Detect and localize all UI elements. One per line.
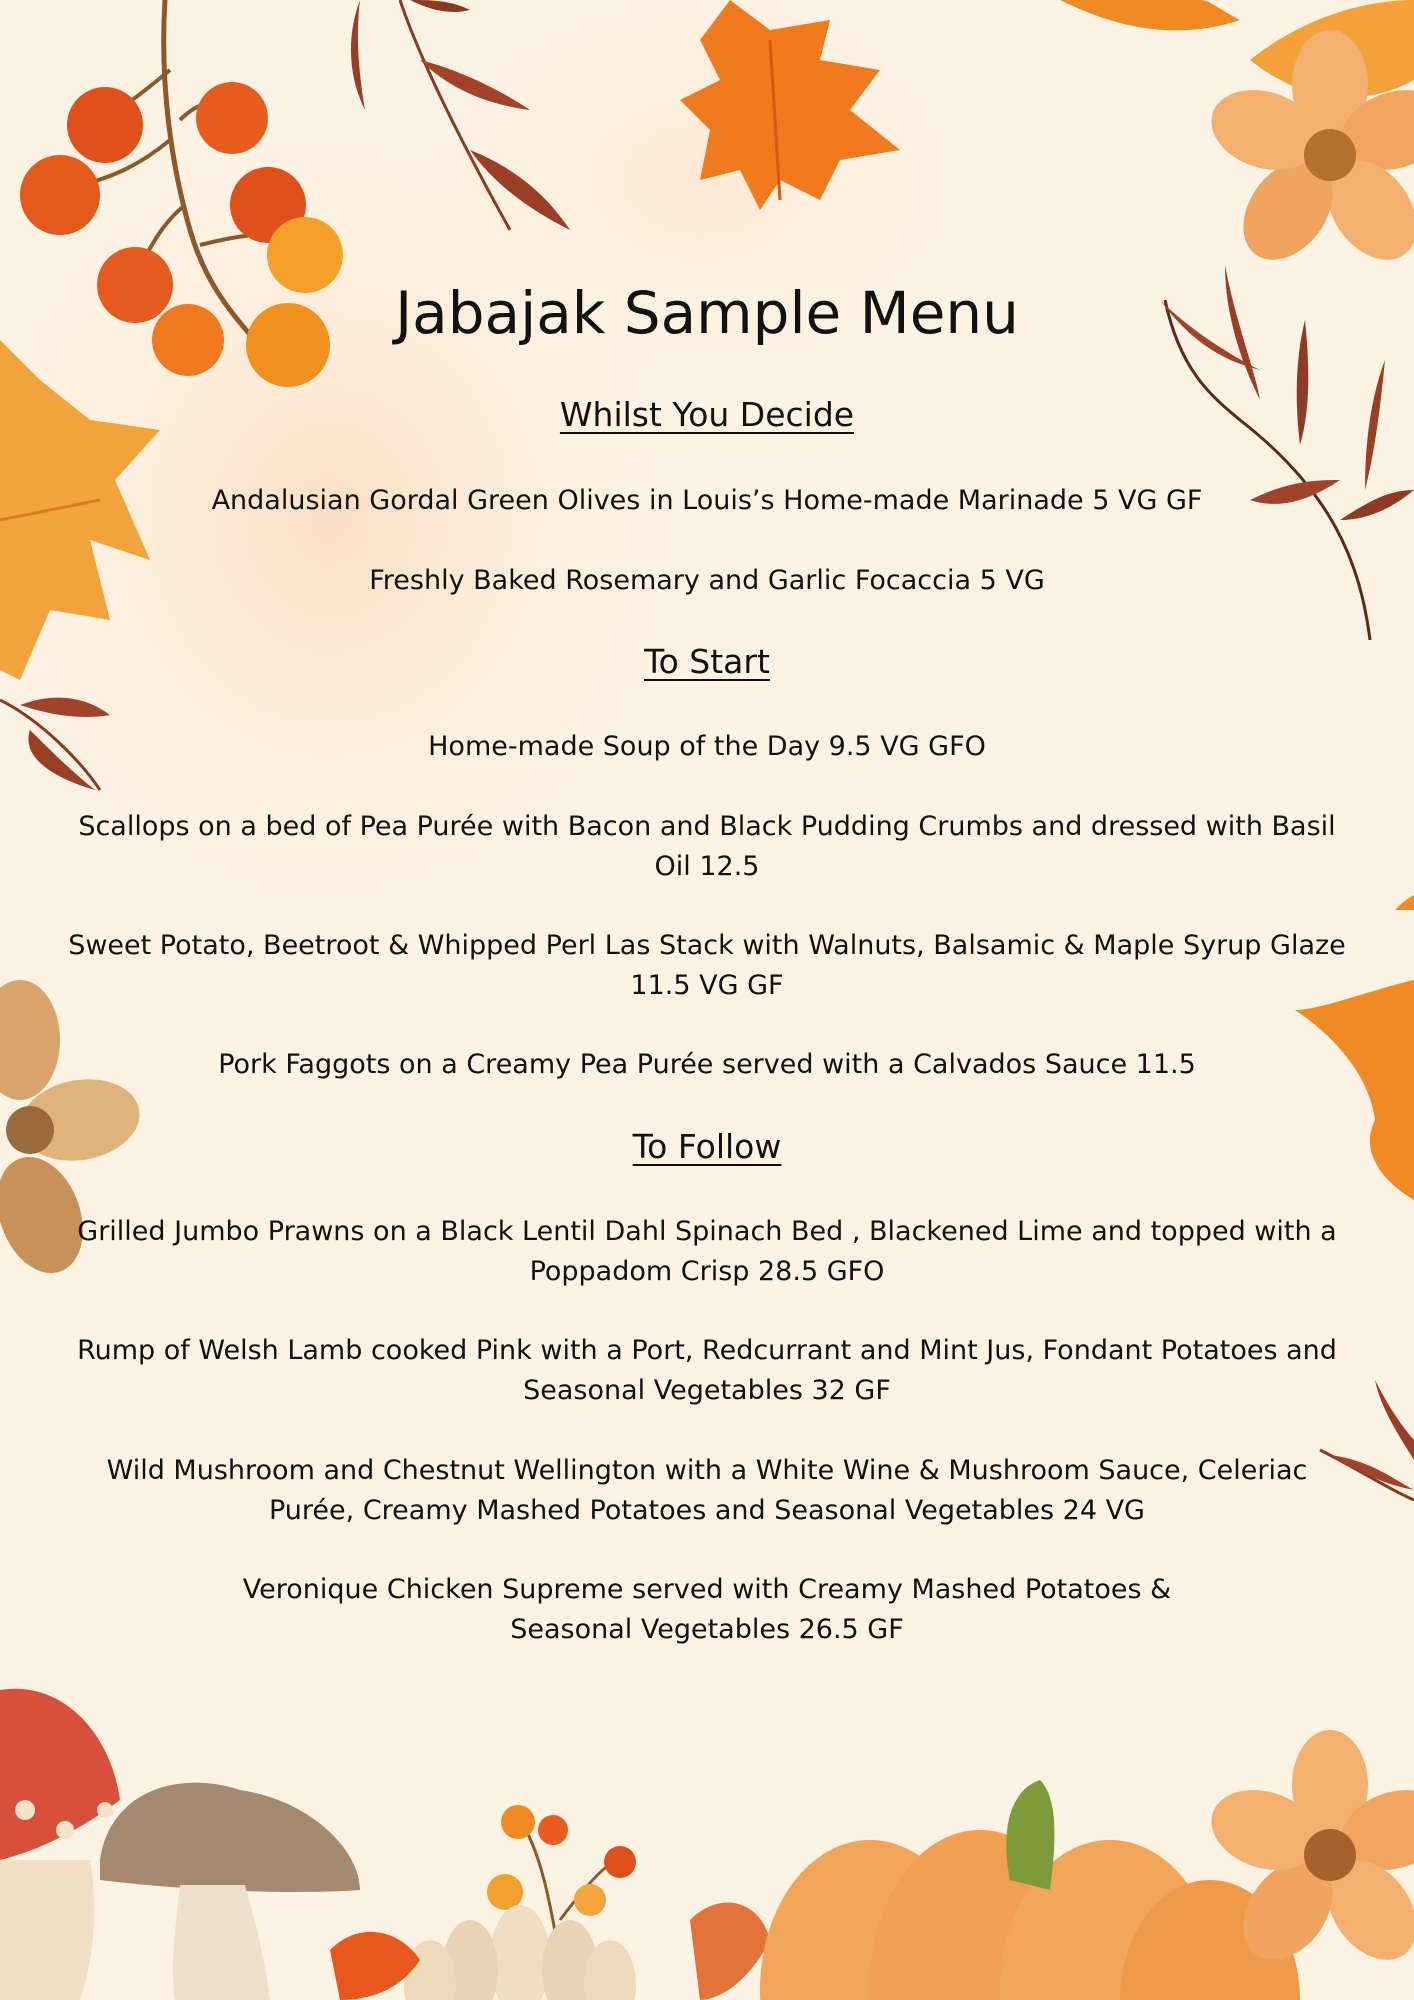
menu-item-line: Wild Mushroom and Chestnut Wellington with a White Wine & Mushroom Sauce, Celeriac [106, 1455, 1308, 1486]
section-heading-to-follow: To Follow [632, 1127, 782, 1166]
section-heading-whilst-you-decide: Whilst You Decide [559, 395, 855, 434]
menu-item [40, 807, 1374, 887]
mushroom-icon [0, 1689, 120, 2000]
menu-item [40, 1570, 1374, 1650]
menu-item: Pork Faggots on a Creamy Pea Purée served with a Calvados Sauce 11.5 [218, 1049, 1196, 1080]
menu-item: Freshly Baked Rosemary and Garlic Focaccia 5 VG [369, 565, 1045, 596]
menu-item [40, 1451, 1374, 1531]
menu-item-line: 11.5 VG GF [630, 970, 784, 1001]
mushroom-icon [100, 1783, 360, 2000]
menu-item: Andalusian Gordal Green Olives in Louis’s Home-made Marinade 5 VG GF [211, 485, 1203, 516]
fern-branch-icon [351, 0, 570, 240]
menu-item-line: Grilled Jumbo Prawns on a Black Lentil Dahl Spinach Bed , Blackened Lime and topped with a [77, 1216, 1337, 1247]
section-heading-to-start: To Start [644, 642, 770, 681]
menu-item-line: Purée, Creamy Mashed Potatoes and Seasonal Vegetables 24 VG [269, 1495, 1145, 1526]
menu-item [40, 1212, 1374, 1292]
menu-item-line: Veronique Chicken Supreme served with Creamy Mashed Potatoes & [242, 1574, 1172, 1605]
menu-item-line: Scallops on a bed of Pea Purée with Bacon and Black Pudding Crumbs and dressed with Basil [78, 811, 1336, 842]
menu-item-line: Seasonal Vegetables 26.5 GF [510, 1614, 904, 1645]
menu-item-line: Sweet Potato, Beetroot & Whipped Perl Las Stack with Walnuts, Balsamic & Maple Syrup Glaze [68, 930, 1346, 961]
menu-item-line: Oil 12.5 [654, 851, 760, 882]
menu-item-line: Poppadom Crisp 28.5 GFO [529, 1256, 885, 1287]
menu-item-line: Rump of Welsh Lamb cooked Pink with a Port, Redcurrant and Mint Jus, Fondant Potatoes and [77, 1335, 1337, 1366]
menu-item: Home-made Soup of the Day 9.5 VG GFO [428, 731, 986, 762]
menu-item-line: Seasonal Vegetables 32 GF [523, 1375, 891, 1406]
menu-item [40, 926, 1374, 1006]
flower-icon [404, 1905, 636, 2000]
maple-leaf-icon [680, 0, 900, 210]
menu-title: Jabajak Sample Menu [395, 279, 1019, 347]
menu-item [40, 1331, 1374, 1411]
